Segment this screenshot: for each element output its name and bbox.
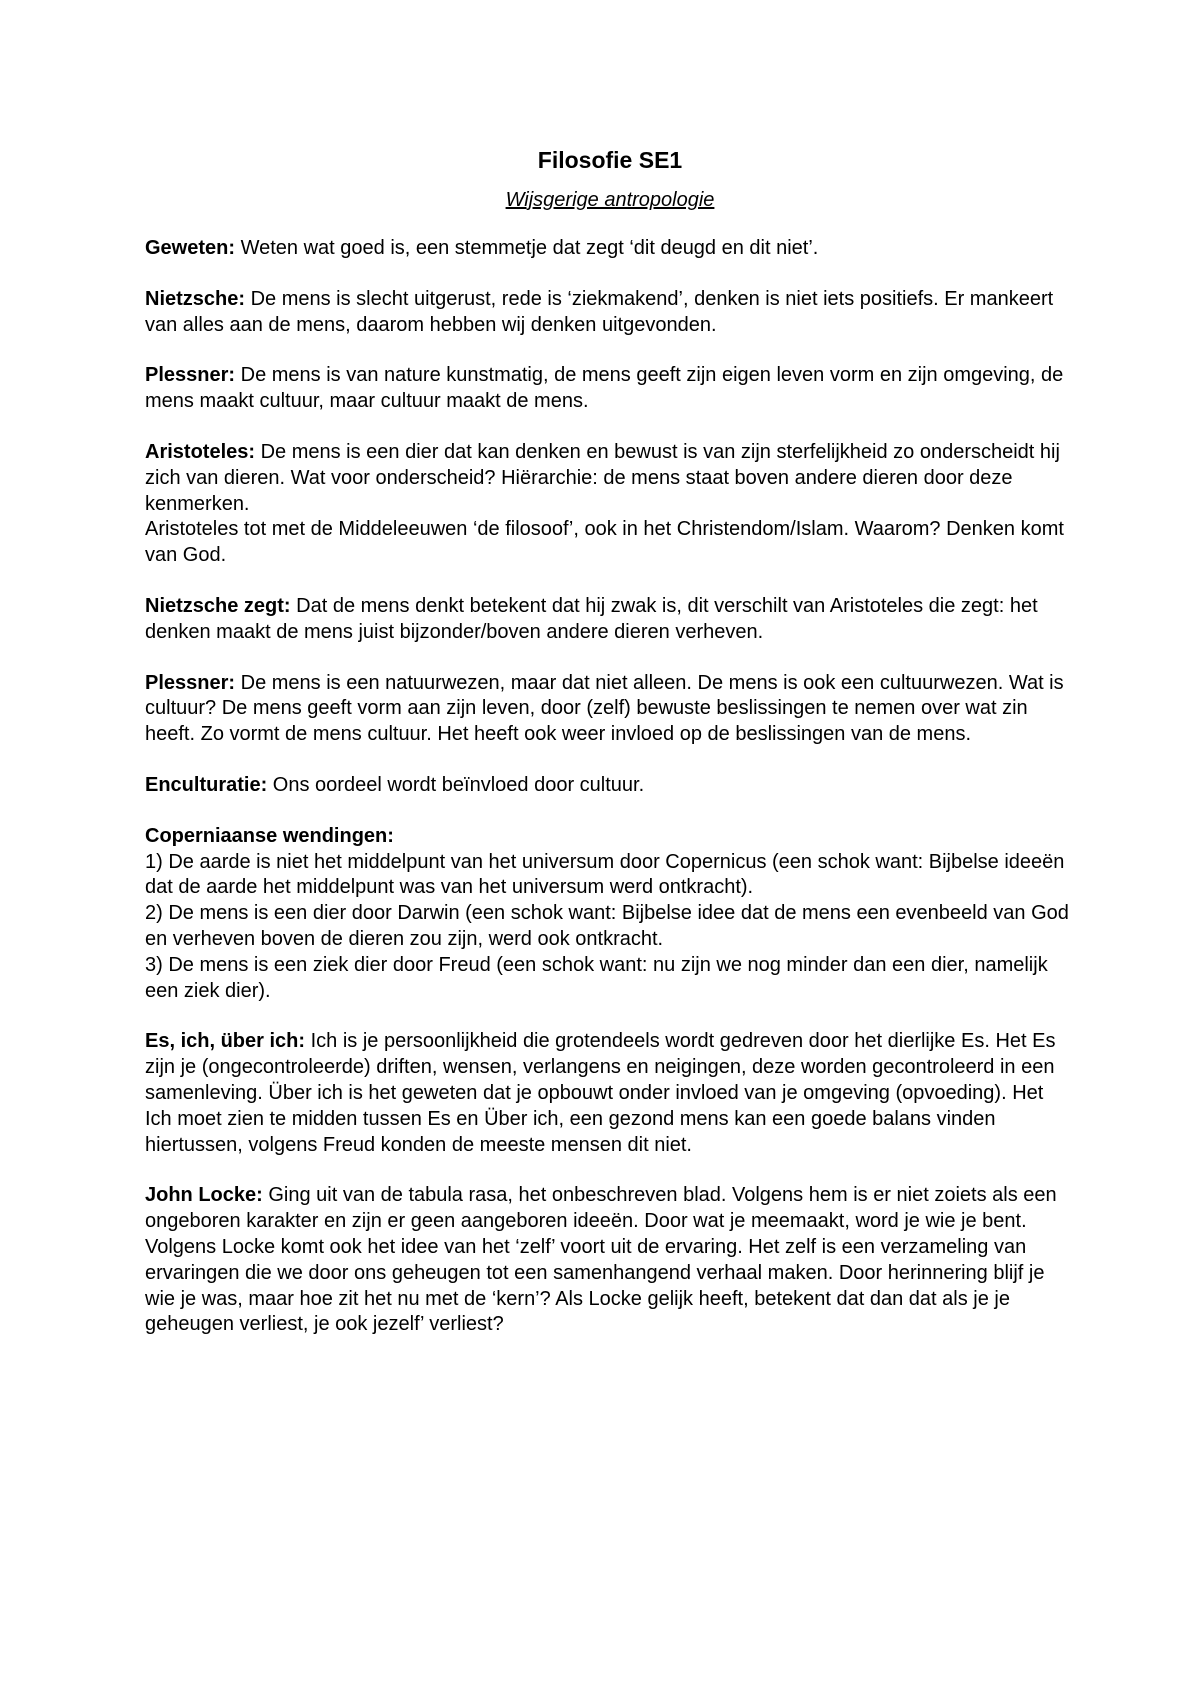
- entry-term: Nietzsche zegt:: [145, 594, 291, 617]
- entry-term: Aristoteles:: [145, 440, 256, 463]
- list-item: 2) De mens is een dier door Darwin (een schok want: Bijbelse idee dat de mens een evenbeeld van God en verheven boven de dieren zou zijn, werd ook ontkracht.: [145, 902, 1069, 950]
- entry-term: Coperniaanse wendingen:: [145, 824, 394, 847]
- entry-extra-text: Aristoteles tot met de Middeleeuwen ‘de filosoof’, ook in het Christendom/Islam. Waarom? Denken komt van God.: [145, 518, 1064, 567]
- entry-text: De mens is een dier dat kan denken en bewust is van zijn sterfelijkheid zo onderscheidt hij zich van dieren. Wat voor onderscheid? Hiërarchie: de mens staat boven andere dieren door deze kenmerken.: [145, 440, 1060, 515]
- document-subtitle: Wijsgerige antropologie: [505, 189, 715, 211]
- entry-plessner: [145, 363, 1075, 415]
- entry-text: De mens is slecht uitgerust, rede is ‘ziekmakend’, denken is niet iets positiefs. Er mankeert van alles aan de mens, daarom hebben wij denken uitgevonden.: [145, 287, 1054, 336]
- entry-text: De mens is een natuurwezen, maar dat niet alleen. De mens is ook een cultuurwezen. Wat is cultuur? De mens geeft vorm aan zijn leven, door (zelf) bewuste beslissingen te nemen over wat zin heeft. Zo vormt de mens cultuur. Het heeft ook weer invloed op de beslissingen van de mens.: [145, 671, 1064, 746]
- entry-term: Nietzsche:: [145, 287, 246, 310]
- list-item: 1) De aarde is niet het middelpunt van het universum door Copernicus (een schok want: Bijbelse ideeën dat de aarde het middelpunt was van het universum werd ontkracht).: [145, 850, 1065, 899]
- entry-term: Geweten:: [145, 237, 236, 259]
- document-title: Filosofie SE1: [537, 147, 683, 173]
- entry-term: Plessner:: [145, 364, 236, 387]
- entry-nietzsche: [145, 287, 1075, 339]
- entry-text: Ging uit van de tabula rasa, het onbeschreven blad. Volgens hem is er niet zoiets als een ongeboren karakter en zijn er geen aangeboren ideeën. Door wat je meemaakt, word je wie je bent. Volgens Locke komt ook het idee van het ‘zelf’ voort uit de ervaring. Het zelf is een verzameling van ervaringen die we door ons geheugen tot een samenhangend verhaal maken. Door herinnering blijf je wie je was, maar hoe zit het nu met de ‘kern’? Als Locke gelijk heeft, betekent dat dan dat als je je geheugen verliest, je ook jezelf’ verliest?: [145, 1184, 1057, 1336]
- entry-term: Enculturatie:: [145, 773, 268, 796]
- document-page: [145, 140, 1075, 1363]
- entry-enculturatie: [145, 773, 1075, 799]
- entry-term: John Locke:: [145, 1184, 263, 1207]
- entry-nietzsche-zegt: [145, 594, 1075, 646]
- entry-john-locke: [145, 1183, 1075, 1338]
- entry-text: Weten wat goed is, een stemmetje dat zegt ‘dit deugd en dit niet’.: [235, 237, 819, 259]
- entry-text: Ons oordeel wordt beïnvloed door cultuur.: [267, 773, 645, 796]
- entry-plessner-2: [145, 671, 1075, 748]
- entry-term: Es, ich, über ich:: [145, 1030, 306, 1053]
- entry-text: Ich is je persoonlijkheid die grotendeels wordt gedreven door het dierlijke Es. Het Es zijn je (ongecontroleerde) driften, wensen, verlangens en neigingen, deze worden gecontroleerd in een samenleving. Über ich is het geweten dat je opbouwt onder invloed van je omgeving (opvoeding). Het Ich moet zien te midden tussen Es en Über ich, een gezond mens kan een goede balans vinden hiertussen, volgens Freud konden de meeste mensen dit niet.: [145, 1030, 1056, 1156]
- entry-aristoteles: [145, 440, 1075, 569]
- entry-text: De mens is van nature kunstmatig, de mens geeft zijn eigen leven vorm en zijn omgeving, de mens maakt cultuur, maar cultuur maakt de mens.: [145, 364, 1064, 413]
- entry-geweten: [145, 236, 1075, 262]
- entry-text: Dat de mens denkt betekent dat hij zwak is, dit verschilt van Aristoteles die zegt: het denken maakt de mens juist bijzonder/boven andere dieren verheven.: [145, 594, 1038, 643]
- list-item: 3) De mens is een ziek dier door Freud (een schok want: nu zijn we nog minder dan een dier, namelijk een ziek dier).: [145, 953, 1048, 1002]
- entry-coperniaanse-wendingen: [145, 824, 1075, 1005]
- entry-term: Plessner:: [145, 671, 236, 694]
- entry-es-ich-ueber-ich: [145, 1029, 1075, 1158]
